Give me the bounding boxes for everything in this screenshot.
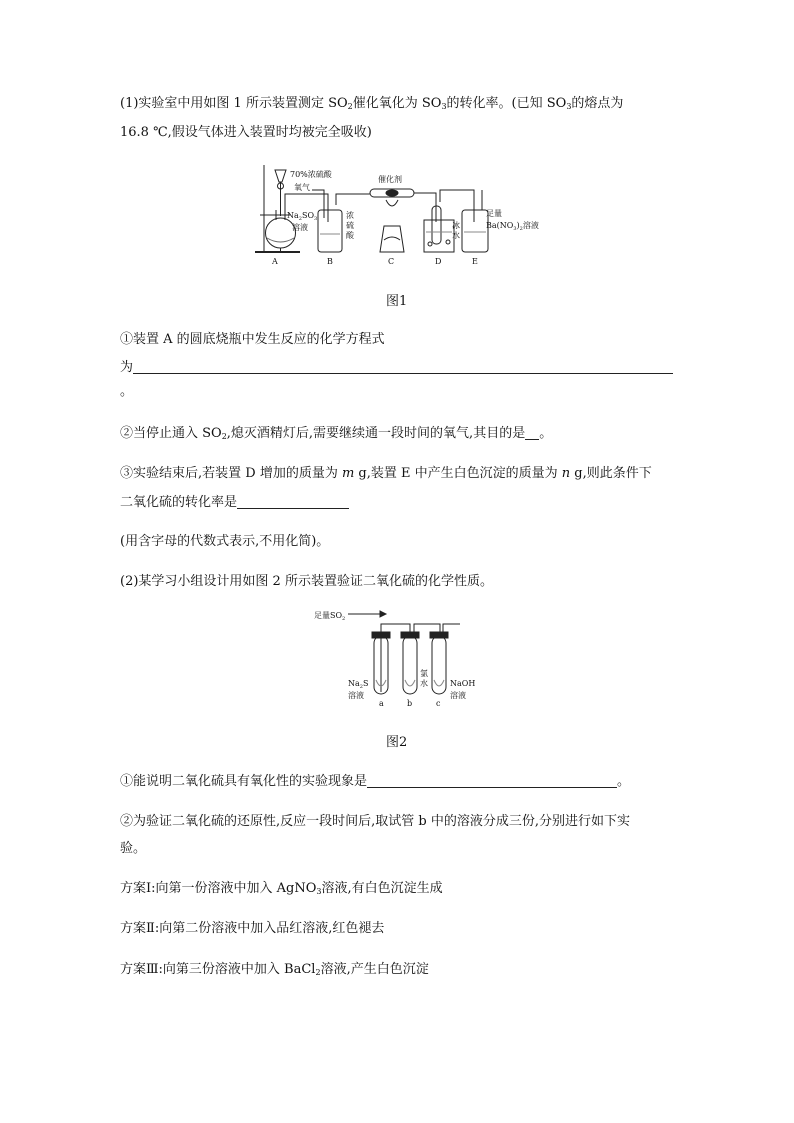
p2-q1-answer-blank[interactable] (367, 774, 617, 788)
plan3 (120, 961, 680, 982)
q2-text (120, 425, 680, 446)
var-m: m (341, 466, 355, 481)
q3-line2 (120, 494, 680, 512)
label-na2so3-solution: 溶液 (292, 223, 308, 232)
label-na2s: $Na_2S$ (348, 679, 369, 690)
var-n: n (561, 466, 571, 481)
label-a: a (379, 699, 384, 708)
label-B: B (327, 257, 333, 266)
label-conc3: 酸 (346, 231, 354, 240)
p2-q2-line2: 验。 (120, 841, 147, 856)
p2-q1 (120, 773, 680, 791)
plan3-text-b: 溶液,产生白色沉淀 (320, 962, 429, 977)
figure2-caption: 图2 (386, 735, 408, 750)
q1-wei: 为 (120, 360, 134, 375)
q1-end: 。 (120, 384, 134, 399)
q3-answer-blank[interactable] (237, 495, 349, 509)
part1-intro-line2: 16.8 ℃,假设气体进入装置时均被完全吸收) (120, 125, 372, 140)
subscript: 2 (347, 102, 353, 111)
label-ice2: 水 (452, 231, 460, 240)
label-catalyst: 催化剂 (378, 175, 402, 184)
part2-intro: (2)某学习小组设计用如图 2 所示装置验证二氧化硫的化学性质。 (120, 574, 493, 589)
subscript: 3 (316, 887, 322, 896)
subscript: 2 (221, 432, 227, 441)
intro-text: 的熔点为 (571, 96, 624, 111)
label-naoh: NaOH (450, 679, 476, 688)
p2-q1-end: 。 (617, 774, 631, 789)
label-conc2: 硫 (346, 221, 354, 230)
plan2: 方案Ⅱ:向第二份溶液中加入品红溶液,红色褪去 (120, 921, 385, 936)
q1-answer-blank[interactable] (133, 360, 673, 374)
label-chlorine1: 氯 (420, 669, 428, 678)
p2-q2-line1: ②为验证二氧化硫的还原性,反应一段时间后,取试管 b 中的溶液分成三份,分别进行如下实 (120, 814, 630, 829)
figure2-apparatus (310, 606, 510, 710)
intro-text: (1)实验室中用如图 1 所示装置测定 SO (120, 96, 348, 111)
subscript: 3 (441, 102, 447, 111)
q1-text: ①装置 A 的圆底烧瓶中发生反应的化学方程式 (120, 332, 385, 347)
q1-answer-line (120, 359, 680, 377)
plan1-text-b: 溶液,有白色沉淀生成 (321, 881, 443, 896)
label-conc1: 浓 (346, 211, 354, 220)
q3-text-c: g,则此条件下 (570, 466, 652, 481)
label-A: A (272, 257, 278, 266)
label-na2so3: $Na_2SO_3$ (287, 211, 318, 222)
label-excess: 足量 (486, 209, 502, 218)
subscript: 3 (566, 102, 572, 111)
label-bano3: $Ba(NO_3)_2$溶液 (486, 221, 539, 232)
plan1-text-a: 方案Ⅰ:向第一份溶液中加入 AgNO (120, 881, 317, 896)
label-oxygen: 氧气 (294, 183, 310, 192)
label-acid70: 70%浓硫酸 (290, 170, 332, 179)
figure1-caption: 图1 (386, 294, 408, 309)
intro-text: 催化氧化为 SO (352, 96, 442, 111)
q2-text-c: 。 (539, 426, 553, 441)
label-C: C (388, 257, 395, 266)
q3-line2-text: 二氧化硫的转化率是 (120, 495, 238, 510)
part1-intro-line1 (120, 95, 680, 116)
q3-line1 (120, 465, 680, 483)
p2-q1-text: ①能说明二氧化硫具有氧化性的实验现象是 (120, 774, 368, 789)
label-D: D (435, 257, 442, 266)
label-excess-so2: 足量$SO_2$ (314, 611, 346, 622)
label-E: E (472, 257, 478, 266)
q2-text-b: ,熄灭酒精灯后,需要继续通一段时间的氧气,其目的是 (226, 426, 526, 441)
q3-line3: (用含字母的代数式表示,不用化简)。 (120, 534, 330, 549)
subscript: 2 (315, 968, 321, 977)
intro-text: 的转化率。(已知 SO (446, 96, 567, 111)
label-b: b (407, 699, 413, 708)
figure1-apparatus (250, 160, 550, 270)
plan1 (120, 880, 680, 901)
q3-text-a: ③实验结束后,若装置 D 增加的质量为 (120, 466, 342, 481)
label-c: c (436, 699, 441, 708)
q3-text-b: g,装置 E 中产生白色沉淀的质量为 (354, 466, 562, 481)
q2-answer-blank[interactable] (525, 426, 539, 440)
label-naoh-solution: 溶液 (450, 691, 466, 700)
plan3-text-a: 方案Ⅲ:向第三份溶液中加入 BaCl (120, 962, 316, 977)
label-chlorine2: 水 (420, 679, 428, 688)
label-ice1: 冰 (452, 221, 460, 230)
label-na2s-solution: 溶液 (348, 691, 364, 700)
q2-text-a: ②当停止通入 SO (120, 426, 222, 441)
